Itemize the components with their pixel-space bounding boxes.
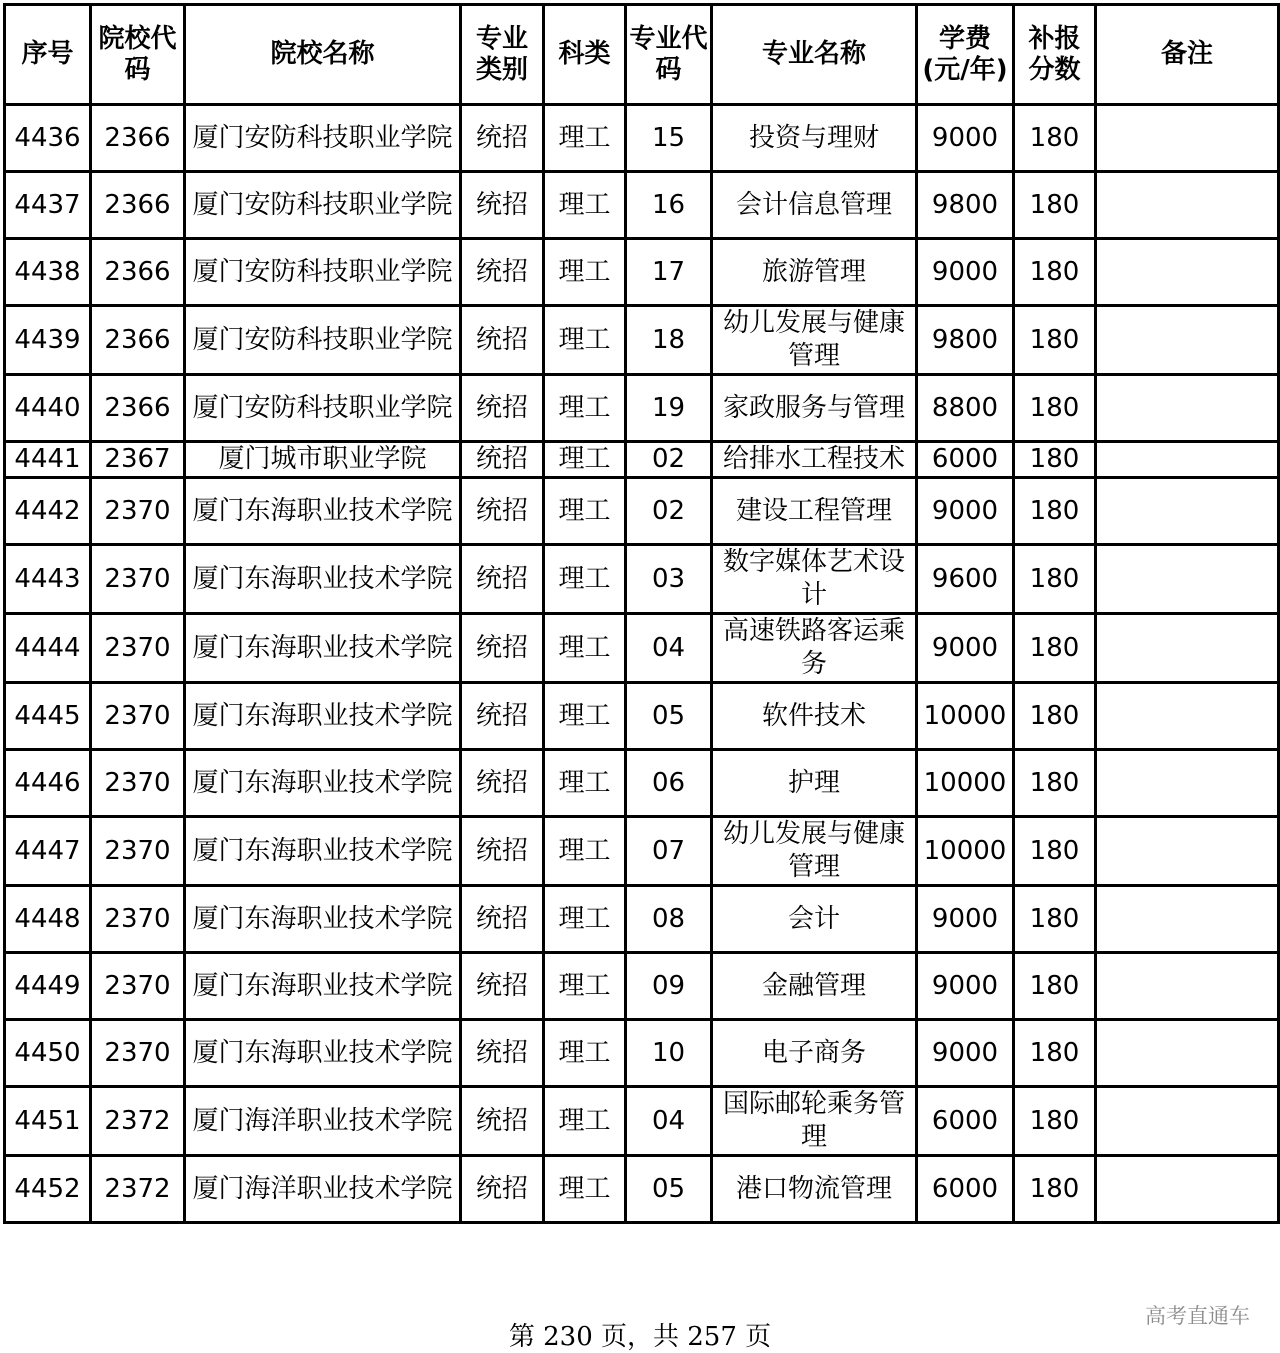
header-tuition: 学费(元/年) (917, 5, 1014, 105)
cell-min-score: 180 (1014, 545, 1096, 614)
cell-school-name: 厦门东海职业技术学院 (185, 1020, 461, 1087)
cell-tuition: 8800 (917, 375, 1014, 442)
header-school-name: 院校名称 (185, 5, 461, 105)
cell-school-code: 2372 (91, 1156, 185, 1223)
cell-category: 理工 (544, 953, 626, 1020)
cell-major-type: 统招 (461, 306, 544, 375)
cell-major-name: 家政服务与管理 (712, 375, 917, 442)
cell-min-score: 180 (1014, 1087, 1096, 1156)
cell-category: 理工 (544, 817, 626, 886)
table-row (5, 375, 1279, 442)
cell-remarks (1096, 442, 1279, 478)
cell-category: 理工 (544, 105, 626, 172)
cell-school-name: 厦门东海职业技术学院 (185, 478, 461, 545)
cell-major-name: 幼儿发展与健康管理 (712, 817, 917, 886)
cell-tuition: 6000 (917, 1087, 1014, 1156)
cell-seq: 4440 (5, 375, 91, 442)
table-row (5, 478, 1279, 545)
cell-category: 理工 (544, 172, 626, 239)
cell-major-name: 国际邮轮乘务管理 (712, 1087, 917, 1156)
header-seq: 序号 (5, 5, 91, 105)
cell-remarks (1096, 172, 1279, 239)
table-row (5, 614, 1279, 683)
header-min-score: 补报分数 (1014, 5, 1096, 105)
cell-tuition: 9000 (917, 239, 1014, 306)
cell-major-name: 投资与理财 (712, 105, 917, 172)
cell-major-type: 统招 (461, 545, 544, 614)
cell-major-type: 统招 (461, 886, 544, 953)
cell-school-code: 2366 (91, 105, 185, 172)
cell-school-name: 厦门安防科技职业学院 (185, 239, 461, 306)
cell-min-score: 180 (1014, 1020, 1096, 1087)
cell-major-type: 统招 (461, 375, 544, 442)
cell-remarks (1096, 750, 1279, 817)
cell-seq: 4448 (5, 886, 91, 953)
cell-remarks (1096, 1087, 1279, 1156)
cell-category: 理工 (544, 478, 626, 545)
cell-major-code: 04 (626, 614, 712, 683)
cell-remarks (1096, 239, 1279, 306)
cell-major-code: 05 (626, 1156, 712, 1223)
cell-school-code: 2370 (91, 545, 185, 614)
cell-school-code: 2366 (91, 375, 185, 442)
cell-school-code: 2366 (91, 239, 185, 306)
cell-tuition: 10000 (917, 750, 1014, 817)
cell-school-name: 厦门安防科技职业学院 (185, 306, 461, 375)
cell-school-code: 2370 (91, 1020, 185, 1087)
cell-school-name: 厦门东海职业技术学院 (185, 886, 461, 953)
cell-school-code: 2370 (91, 953, 185, 1020)
cell-major-code: 03 (626, 545, 712, 614)
cell-school-name: 厦门海洋职业技术学院 (185, 1087, 461, 1156)
cell-remarks (1096, 614, 1279, 683)
cell-category: 理工 (544, 306, 626, 375)
cell-seq: 4439 (5, 306, 91, 375)
cell-seq: 4436 (5, 105, 91, 172)
cell-remarks (1096, 817, 1279, 886)
table-row (5, 306, 1279, 375)
cell-major-name: 高速铁路客运乘务 (712, 614, 917, 683)
cell-seq: 4449 (5, 953, 91, 1020)
cell-school-code: 2367 (91, 442, 185, 478)
header-row (5, 5, 1279, 105)
cell-major-name: 金融管理 (712, 953, 917, 1020)
cell-major-type: 统招 (461, 817, 544, 886)
cell-major-code: 17 (626, 239, 712, 306)
cell-major-code: 15 (626, 105, 712, 172)
cell-min-score: 180 (1014, 239, 1096, 306)
cell-major-code: 02 (626, 442, 712, 478)
cell-category: 理工 (544, 750, 626, 817)
cell-school-name: 厦门安防科技职业学院 (185, 105, 461, 172)
cell-school-name: 厦门海洋职业技术学院 (185, 1156, 461, 1223)
cell-major-code: 19 (626, 375, 712, 442)
cell-major-name: 数字媒体艺术设计 (712, 545, 917, 614)
cell-category: 理工 (544, 614, 626, 683)
table-row (5, 817, 1279, 886)
cell-min-score: 180 (1014, 817, 1096, 886)
cell-major-type: 统招 (461, 442, 544, 478)
cell-major-code: 18 (626, 306, 712, 375)
cell-tuition: 6000 (917, 442, 1014, 478)
table-body (5, 105, 1279, 1223)
cell-seq: 4443 (5, 545, 91, 614)
cell-remarks (1096, 953, 1279, 1020)
cell-remarks (1096, 886, 1279, 953)
cell-remarks (1096, 375, 1279, 442)
cell-major-type: 统招 (461, 1156, 544, 1223)
header-remarks: 备注 (1096, 5, 1279, 105)
cell-min-score: 180 (1014, 442, 1096, 478)
cell-school-code: 2370 (91, 614, 185, 683)
table-row (5, 1020, 1279, 1087)
cell-remarks (1096, 306, 1279, 375)
cell-category: 理工 (544, 1020, 626, 1087)
cell-remarks (1096, 1156, 1279, 1223)
cell-school-code: 2366 (91, 172, 185, 239)
cell-major-code: 07 (626, 817, 712, 886)
cell-seq: 4451 (5, 1087, 91, 1156)
cell-tuition: 9000 (917, 478, 1014, 545)
cell-major-code: 16 (626, 172, 712, 239)
cell-min-score: 180 (1014, 306, 1096, 375)
cell-school-code: 2372 (91, 1087, 185, 1156)
cell-major-code: 05 (626, 683, 712, 750)
cell-major-type: 统招 (461, 105, 544, 172)
cell-seq: 4452 (5, 1156, 91, 1223)
cell-category: 理工 (544, 683, 626, 750)
cell-school-code: 2370 (91, 886, 185, 953)
cell-seq: 4445 (5, 683, 91, 750)
header-school-code: 院校代码 (91, 5, 185, 105)
cell-min-score: 180 (1014, 172, 1096, 239)
cell-major-type: 统招 (461, 1087, 544, 1156)
cell-major-name: 软件技术 (712, 683, 917, 750)
cell-school-code: 2370 (91, 683, 185, 750)
cell-tuition: 6000 (917, 1156, 1014, 1223)
cell-major-name: 会计信息管理 (712, 172, 917, 239)
cell-school-code: 2366 (91, 306, 185, 375)
cell-school-name: 厦门东海职业技术学院 (185, 750, 461, 817)
cell-school-name: 厦门安防科技职业学院 (185, 375, 461, 442)
header-major-type: 专业类别 (461, 5, 544, 105)
cell-major-name: 幼儿发展与健康管理 (712, 306, 917, 375)
cell-category: 理工 (544, 375, 626, 442)
page-number: 第 230 页，共 257 页 (508, 1322, 772, 1352)
table-row (5, 750, 1279, 817)
cell-category: 理工 (544, 239, 626, 306)
cell-tuition: 9000 (917, 1020, 1014, 1087)
table-row (5, 105, 1279, 172)
table-row (5, 1156, 1279, 1223)
cell-major-code: 04 (626, 1087, 712, 1156)
cell-school-name: 厦门东海职业技术学院 (185, 953, 461, 1020)
admissions-table (3, 3, 1280, 1224)
table-row (5, 953, 1279, 1020)
cell-major-type: 统招 (461, 614, 544, 683)
cell-major-name: 建设工程管理 (712, 478, 917, 545)
cell-min-score: 180 (1014, 614, 1096, 683)
cell-major-type: 统招 (461, 1020, 544, 1087)
cell-seq: 4447 (5, 817, 91, 886)
watermark-text: 高考直通车 (1145, 1304, 1250, 1328)
cell-min-score: 180 (1014, 886, 1096, 953)
cell-min-score: 180 (1014, 105, 1096, 172)
cell-school-name: 厦门东海职业技术学院 (185, 683, 461, 750)
cell-major-code: 09 (626, 953, 712, 1020)
header-major-code: 专业代码 (626, 5, 712, 105)
cell-major-name: 港口物流管理 (712, 1156, 917, 1223)
cell-major-code: 08 (626, 886, 712, 953)
cell-tuition: 9000 (917, 614, 1014, 683)
cell-major-type: 统招 (461, 239, 544, 306)
cell-seq: 4437 (5, 172, 91, 239)
cell-remarks (1096, 1020, 1279, 1087)
cell-tuition: 9000 (917, 886, 1014, 953)
cell-tuition: 9800 (917, 306, 1014, 375)
cell-seq: 4450 (5, 1020, 91, 1087)
cell-category: 理工 (544, 1156, 626, 1223)
cell-remarks (1096, 105, 1279, 172)
cell-major-type: 统招 (461, 953, 544, 1020)
cell-major-type: 统招 (461, 683, 544, 750)
cell-major-code: 06 (626, 750, 712, 817)
cell-major-name: 给排水工程技术 (712, 442, 917, 478)
cell-category: 理工 (544, 1087, 626, 1156)
cell-major-type: 统招 (461, 172, 544, 239)
cell-school-code: 2370 (91, 750, 185, 817)
cell-seq: 4442 (5, 478, 91, 545)
table-row (5, 545, 1279, 614)
cell-min-score: 180 (1014, 683, 1096, 750)
cell-school-name: 厦门东海职业技术学院 (185, 614, 461, 683)
table-row (5, 172, 1279, 239)
table-row (5, 1087, 1279, 1156)
cell-remarks (1096, 478, 1279, 545)
cell-tuition: 9600 (917, 545, 1014, 614)
cell-seq: 4441 (5, 442, 91, 478)
cell-school-name: 厦门城市职业学院 (185, 442, 461, 478)
cell-major-name: 电子商务 (712, 1020, 917, 1087)
header-category: 科类 (544, 5, 626, 105)
cell-category: 理工 (544, 886, 626, 953)
cell-major-name: 护理 (712, 750, 917, 817)
cell-major-code: 02 (626, 478, 712, 545)
cell-tuition: 9000 (917, 953, 1014, 1020)
cell-major-name: 旅游管理 (712, 239, 917, 306)
cell-major-code: 10 (626, 1020, 712, 1087)
cell-major-type: 统招 (461, 478, 544, 545)
cell-remarks (1096, 683, 1279, 750)
cell-min-score: 180 (1014, 1156, 1096, 1223)
cell-category: 理工 (544, 442, 626, 478)
cell-seq: 4438 (5, 239, 91, 306)
cell-min-score: 180 (1014, 375, 1096, 442)
cell-min-score: 180 (1014, 478, 1096, 545)
cell-school-code: 2370 (91, 817, 185, 886)
cell-school-code: 2370 (91, 478, 185, 545)
table-row (5, 886, 1279, 953)
cell-tuition: 9800 (917, 172, 1014, 239)
cell-tuition: 10000 (917, 683, 1014, 750)
cell-major-type: 统招 (461, 750, 544, 817)
cell-tuition: 9000 (917, 105, 1014, 172)
cell-category: 理工 (544, 545, 626, 614)
cell-remarks (1096, 545, 1279, 614)
cell-seq: 4446 (5, 750, 91, 817)
cell-school-name: 厦门安防科技职业学院 (185, 172, 461, 239)
cell-major-name: 会计 (712, 886, 917, 953)
table-row (5, 442, 1279, 478)
cell-school-name: 厦门东海职业技术学院 (185, 817, 461, 886)
header-major-name: 专业名称 (712, 5, 917, 105)
cell-tuition: 10000 (917, 817, 1014, 886)
table-row (5, 683, 1279, 750)
cell-school-name: 厦门东海职业技术学院 (185, 545, 461, 614)
table-row (5, 239, 1279, 306)
cell-min-score: 180 (1014, 750, 1096, 817)
cell-min-score: 180 (1014, 953, 1096, 1020)
cell-seq: 4444 (5, 614, 91, 683)
